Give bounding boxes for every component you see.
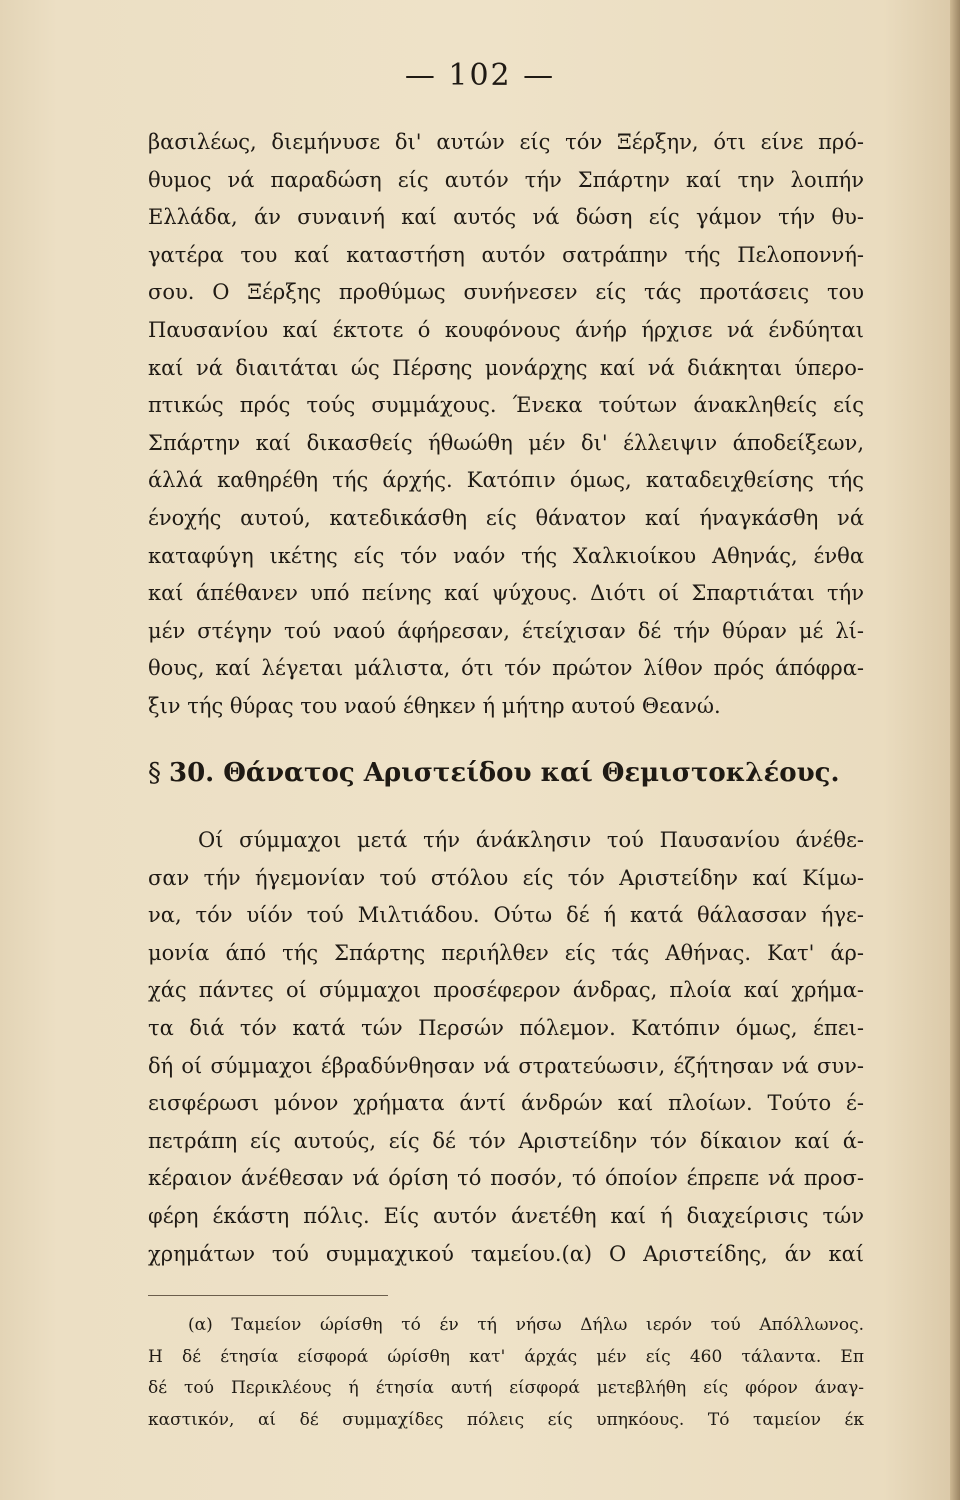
section-title: 30. Θάνατος Αριστείδου καί Θεμιστοκλέους.	[169, 758, 840, 788]
footnote-line: δέ τού Περικλέους ή έτησία αυτή είσφορά μετεβλήθη είς φόρον άναγ-	[148, 1378, 864, 1398]
text-line: πετράπη είς αυτούς, είς δέ τόν Αριστείδην τόν δίκαιον καί ά-	[148, 1128, 864, 1153]
text-line: σου. Ο Ξέρξης προθύμως συνήνεσεν είς τάς προτάσεις του	[148, 280, 864, 305]
text-line: Παυσανίου καί έκτοτε ό κουφόνους άνήρ ήρχισε νά ένδύηται	[148, 317, 864, 342]
footnote	[148, 1310, 864, 1436]
footnote-line: Η δέ έτησία είσφορά ώρίσθη κατ' άρχάς μέν είς 460 τάλαντα. Επ	[148, 1346, 864, 1367]
text-line: βασιλέως, διεμήνυσε δι' αυτών είς τόν Ξέρξην, ότι είνε πρό-	[148, 130, 864, 154]
paragraph-2	[148, 822, 864, 1273]
text-line: ένοχής αυτού, κατεδικάσθη είς θάνατον καί ήναγκάσθη νά	[148, 505, 864, 530]
footnote-divider	[148, 1295, 388, 1296]
section-symbol: §	[148, 758, 161, 788]
text-line: κέραιον άνέθεσαν νά όρίση τό ποσόν, τό όποίον έπρεπε νά προσ-	[148, 1166, 864, 1191]
page-number: — 102 —	[404, 58, 556, 93]
text-line: μέν στέγην τού ναού άφήρεσαν, έτείχισαν δέ τήν θύραν μέ λί-	[148, 618, 864, 643]
text-line: γατέρα του καί καταστήση αυτόν σατράπην τής Πελοποννή-	[148, 242, 864, 267]
text-line: Οί σύμμαχοι μετά τήν άνάκλησιν τού Παυσανίου άνέθε-	[198, 828, 864, 852]
paragraph-1	[148, 124, 864, 726]
text-line: Σπάρτην καί δικασθείς ήθωώθη μέν δι' έλλειψιν άποδείξεων,	[148, 430, 864, 455]
text-line: να, τόν υίόν τού Μιλτιάδου. Ούτω δέ ή κατά θάλασσαν ήγε-	[148, 903, 864, 928]
text-line: σαν τήν ήγεμονίαν τού στόλου είς τόν Αριστείδην καί Κίμω-	[148, 865, 864, 890]
text-line: Ελλάδα, άν συναινή καί αυτός νά δώση είς γάμον τήν θυ-	[148, 205, 864, 230]
footnote-line: καστικόν, αί δέ συμμαχίδες πόλεις είς υπηκόους. Τό ταμείον έκ	[148, 1409, 864, 1430]
section-heading	[148, 758, 864, 788]
text-line: άλλά καθηρέθη τής άρχής. Κατόπιν όμως, καταδειχθείσης τής	[148, 468, 864, 493]
text-line: δή οί σύμμαχοι έβραδύνθησαν νά στρατεύωσιν, έζήτησαν νά συν-	[148, 1053, 864, 1078]
text-line: ξιν τής θύρας του ναού έθηκεν ή μήτηρ αυτού Θεανώ.	[148, 693, 721, 718]
text-line: θους, καί λέγεται μάλιστα, ότι τόν πρώτον λίθον πρός άπόφρα-	[148, 656, 864, 681]
text-line: καί άπέθανεν υπό πείνης καί ψύχους. Διότι οί Σπαρτιάται τήν	[148, 581, 864, 606]
footnote-line: (α) Ταμείον ώρίσθη τό έν τή νήσω Δήλω ιερόν τού Απόλλωνος.	[188, 1315, 864, 1335]
text-line: τα διά τόν κατά τών Περσών πόλεμον. Κατόπιν όμως, έπει-	[148, 1015, 864, 1040]
text-line: μονία άπό τής Σπάρτης περιήλθεν είς τάς Αθήνας. Κατ' άρ-	[148, 940, 864, 965]
text-line: θυμος νά παραδώση είς αυτόν τήν Σπάρτην καί την λοιπήν	[148, 167, 864, 192]
text-line: καταφύγη ικέτης είς τόν ναόν τής Χαλκιοίκου Αθηνάς, ένθα	[148, 543, 864, 568]
text-line: φέρη έκάστη πόλις. Είς αυτόν άνετέθη καί ή διαχείρισις τών	[148, 1203, 864, 1228]
text-line: πτικώς πρός τούς συμμάχους. Ένεκα τούτων άνακληθείς είς	[148, 393, 864, 418]
text-line: χρημάτων τού συμμαχικού ταμείου.(α) Ο Αριστείδης, άν καί	[148, 1241, 864, 1266]
text-line: καί νά διαιτάται ώς Πέρσης μονάρχης καί νά διάκηται ύπερο-	[148, 355, 864, 380]
text-line: χάς πάντες οί σύμμαχοι προσέφερον άνδρας, πλοία καί χρήμα-	[148, 978, 864, 1003]
page-edge	[950, 0, 960, 1500]
text-line: εισφέρωσι μόνον χρήματα άντί άνδρών καί πλοίων. Τούτο έ-	[148, 1091, 864, 1116]
